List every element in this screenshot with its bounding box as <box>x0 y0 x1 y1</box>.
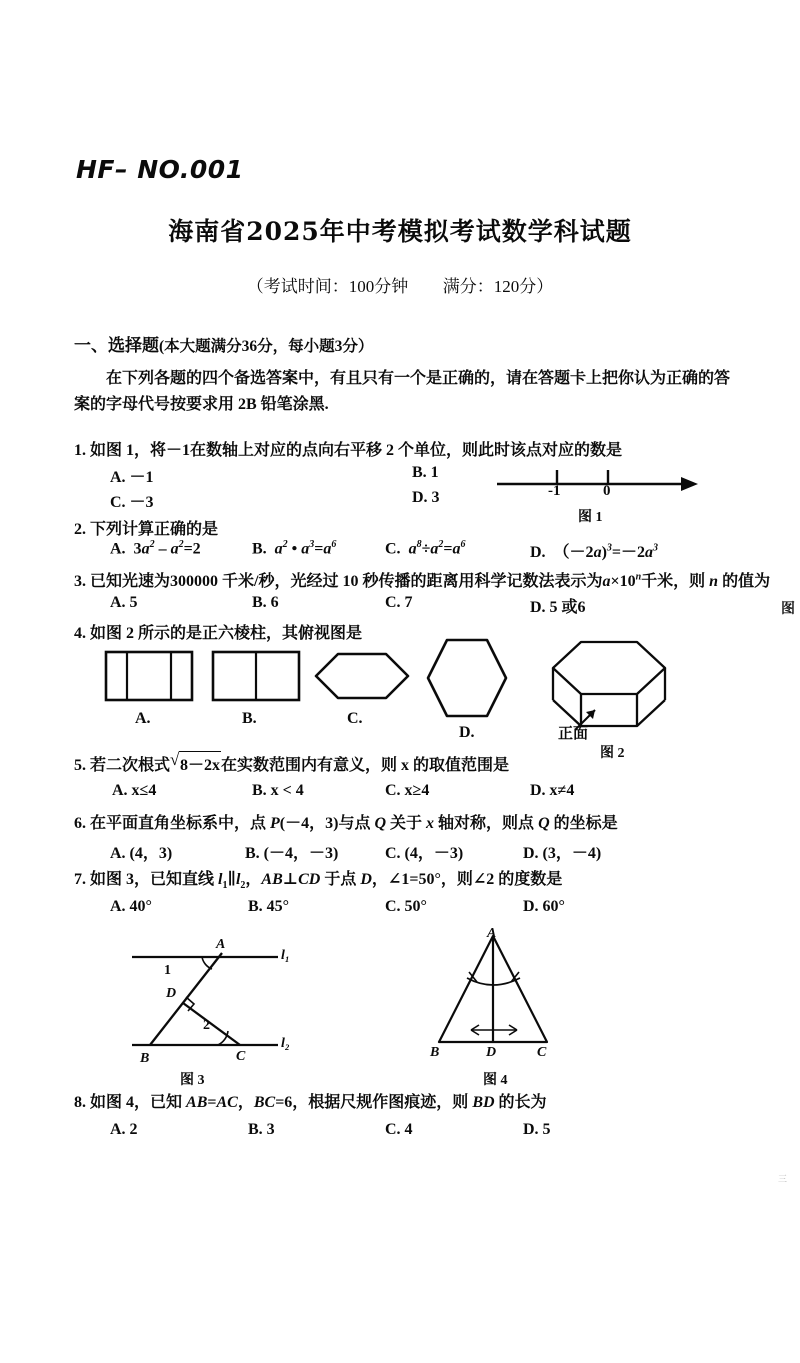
question-2-option-b[interactable]: B. $a^2$ • $a^3=a^6$ <box>252 539 337 558</box>
figure-3-point-d: D <box>166 986 177 1001</box>
figure-4-point-a: A <box>487 926 497 941</box>
question-6-option-a[interactable]: A. (4，3) <box>110 845 173 862</box>
question-4 <box>74 620 362 643</box>
question-7-option-a[interactable]: A. 40° <box>110 898 152 915</box>
question-5-option-c[interactable]: C. x≥4 <box>385 782 430 799</box>
scan-edge-artifact-right: 图 <box>781 602 795 617</box>
question-4-option-a-label[interactable]: A. <box>135 710 151 727</box>
figure-4-point-d: D <box>486 1045 497 1060</box>
question-7-number: 7. <box>74 871 86 888</box>
figure-4-isosceles-triangle <box>425 930 565 1060</box>
question-4-shape-a[interactable] <box>104 650 194 702</box>
figure-2-front-label: 正面 <box>558 726 589 742</box>
question-7 <box>74 866 562 891</box>
question-6 <box>74 810 618 833</box>
figure-3-line-l2: l₂ <box>281 1036 290 1051</box>
figure-3-point-c: C <box>236 1049 246 1064</box>
question-1-option-a[interactable]: A. －1 <box>110 469 154 486</box>
question-6-stem: 在平面直角坐标系中，点 P(－4，3)与点 Q 关于 x 轴对称，则点 Q 的坐标是 <box>90 815 618 832</box>
question-5-radicand: 8－2x <box>179 751 221 775</box>
question-2-number: 2. <box>74 521 86 538</box>
exam-subtitle <box>0 272 800 297</box>
section-heading-main: 一、选择题 <box>74 336 159 355</box>
question-6-number: 6. <box>74 815 86 832</box>
question-7-stem: 如图 3，已知直线 $l_1\parallel l_2$，AB⊥CD 于点 D，∠1=50°，则∠2 的度数是 <box>90 871 563 892</box>
figure-1-tick-label-neg1: -1 <box>548 483 561 499</box>
scan-edge-artifact-bottom: 三 <box>778 1174 787 1184</box>
question-4-shape-d[interactable] <box>426 638 508 718</box>
question-2-option-d[interactable]: D. $(-2a)^3=-2a^3$ <box>530 542 659 561</box>
question-4-stem: 如图 2 所示的是正六棱柱，其俯视图是 <box>90 625 363 642</box>
figure-4-label: 图 4 <box>483 1073 508 1088</box>
figure-1-tick-label-zero: 0 <box>603 483 611 499</box>
figure-1-label: 图 1 <box>578 510 603 525</box>
paper-code: HF– NO.001 <box>76 155 244 184</box>
figure-3-point-a: A <box>216 937 226 952</box>
question-4-option-b-label[interactable]: B. <box>242 710 257 727</box>
question-6-option-b[interactable]: B. (－4，－3) <box>245 845 339 862</box>
question-8-option-a[interactable]: A. 2 <box>110 1121 138 1138</box>
question-8-option-c[interactable]: C. 4 <box>385 1121 413 1138</box>
question-2-option-c[interactable]: C. $a^8\div a^2=a^6$ <box>385 539 466 558</box>
question-1 <box>74 437 622 460</box>
question-1-option-b[interactable]: B. 1 <box>412 464 439 481</box>
question-3-number: 3. <box>74 573 86 590</box>
question-1-option-c[interactable]: C. －3 <box>110 494 154 511</box>
question-8-option-d[interactable]: D. 5 <box>523 1121 551 1138</box>
question-5-radical <box>170 751 221 775</box>
question-8-number: 8. <box>74 1094 86 1111</box>
question-5-option-b[interactable]: B. x < 4 <box>252 782 304 799</box>
question-2-option-a[interactable]: A. $3a^2 - a^2=2$ <box>110 539 201 558</box>
question-2-stem: 下列计算正确的是 <box>90 521 219 538</box>
exam-duration: （考试时间：100分钟 <box>246 277 409 296</box>
question-8-option-b[interactable]: B. 3 <box>248 1121 275 1138</box>
question-2 <box>74 516 218 539</box>
question-5-option-d[interactable]: D. x≠4 <box>530 782 575 799</box>
section-heading <box>74 331 373 356</box>
question-1-option-d[interactable]: D. 3 <box>412 489 440 506</box>
figure-3-parallel-lines <box>130 935 290 1065</box>
question-3 <box>74 568 770 591</box>
question-7-option-b[interactable]: B. 45° <box>248 898 290 915</box>
question-4-shape-c[interactable] <box>314 648 410 704</box>
question-6-option-d[interactable]: D. (3，－4) <box>523 845 602 862</box>
figure-2-hexagonal-prism <box>545 638 675 733</box>
question-8 <box>74 1089 547 1112</box>
question-1-number: 1. <box>74 442 86 459</box>
question-3-stem: 已知光速为300000 千米/秒，光经过 10 秒传播的距离用科学记数法表示为$a\times 10^n$千米，则 n 的值为 <box>90 571 771 590</box>
exam-total-score: 满分：120分） <box>442 277 554 296</box>
question-7-option-c[interactable]: C. 50° <box>385 898 427 915</box>
section-instructions: 在下列各题的四个备选答案中，有且只有一个是正确的，请在答题卡上把你认为正确的答案的字母代号按要求用 2B 铅笔涂黑. <box>74 370 731 413</box>
question-3-option-d[interactable]: D. 5 或6 <box>530 599 586 616</box>
figure-3-line-l1: l₁ <box>281 948 290 963</box>
question-5-option-a[interactable]: A. x≤4 <box>112 782 157 799</box>
figure-1-number-line <box>495 462 700 502</box>
figure-4-point-c: C <box>537 1045 547 1060</box>
section-heading-note: (本大题满分36分，每小题3分） <box>159 338 374 355</box>
question-4-number: 4. <box>74 625 86 642</box>
figure-3-angle-2: 2 <box>203 1018 210 1033</box>
question-5 <box>74 751 509 775</box>
question-7-option-d[interactable]: D. 60° <box>523 898 565 915</box>
figure-4-point-b: B <box>430 1045 440 1060</box>
question-5-stem-suffix: 在实数范围内有意义，则 x 的取值范围是 <box>221 757 510 774</box>
question-5-stem-prefix: 若二次根式 <box>90 757 171 774</box>
page-title: 海南省2025年中考模拟考试数学科试题 <box>168 217 632 246</box>
question-5-number: 5. <box>74 757 86 774</box>
figure-3-angle-1: 1 <box>164 963 171 978</box>
figure-3-label: 图 3 <box>180 1073 205 1088</box>
figure-3-point-b: B <box>140 1051 150 1066</box>
question-6-option-c[interactable]: C. (4，－3) <box>385 845 464 862</box>
question-4-option-c-label[interactable]: C. <box>347 710 363 727</box>
question-3-option-c[interactable]: C. 7 <box>385 594 413 611</box>
question-8-stem: 如图 4，已知 AB=AC，BC=6，根据尺规作图痕迹，则 BD 的长为 <box>90 1094 547 1111</box>
figure-2-label: 图 2 <box>600 746 625 761</box>
question-4-option-d-label[interactable]: D. <box>459 724 475 741</box>
question-3-option-a[interactable]: A. 5 <box>110 594 138 611</box>
question-4-shape-b[interactable] <box>211 650 301 702</box>
question-1-stem: 如图 1，将－1在数轴上对应的点向右平移 2 个单位，则此时该点对应的数是 <box>90 442 623 459</box>
question-3-option-b[interactable]: B. 6 <box>252 594 279 611</box>
